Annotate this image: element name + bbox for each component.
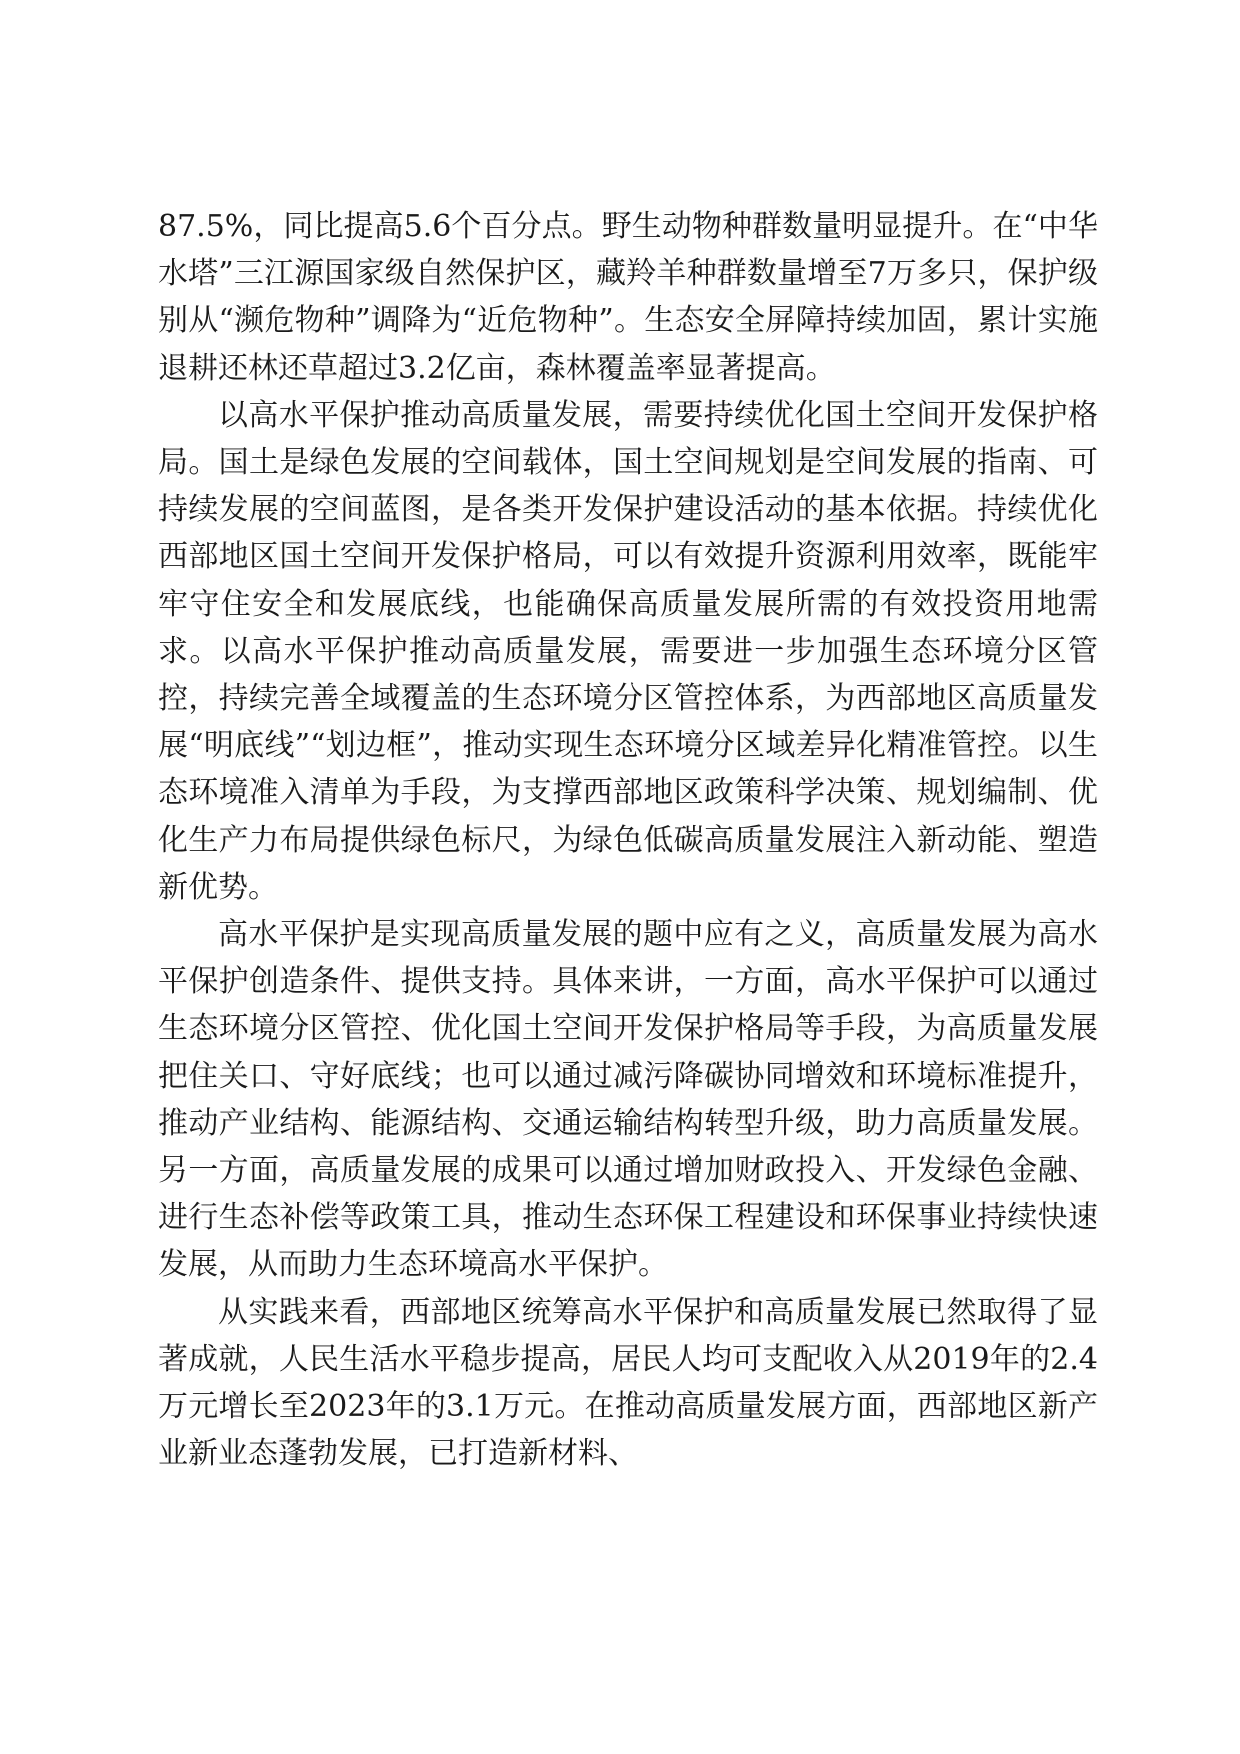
paragraph-4: 从实践来看，西部地区统筹高水平保护和高质量发展已然取得了显著成就，人民生活水平稳步提高，居民人均可支配收入从2019年的2.4万元增长至2023年的3.1万元。在推动高质量发展方面，西部地区新产业新业态蓬勃发展，已打造新材料、 <box>158 1294 1098 1472</box>
paragraph-1: 87.5%，同比提高5.6个百分点。野生动物种群数量明显提升。在“中华水塔”三江源国家级自然保护区，藏羚羊种群数量增至7万多只，保护级别从“濒危物种”调降为“近危物种”。生态安全屏障持续加固，累计实施退耕还林还草超过3.2亿亩，森林覆盖率显著提高。 <box>158 209 1098 386</box>
body-text <box>158 203 1098 1477</box>
paragraph-2: 以高水平保护推动高质量发展，需要持续优化国土空间开发保护格局。国土是绿色发展的空间载体，国土空间规划是空间发展的指南、可持续发展的空间蓝图，是各类开发保护建设活动的基本依据。持续优化西部地区国土空间开发保护格局，可以有效提升资源利用效率，既能牢牢守住安全和发展底线，也能确保高质量发展所需的有效投资用地需求。以高水平保护推动高质量发展，需要进一步加强生态环境分区管控，持续完善全域覆盖的生态环境分区管控体系，为西部地区高质量发展“明底线”“划边框”，推动实现生态环境分区域差异化精准管控。以生态环境准入清单为手段，为支撑西部地区政策科学决策、规划编制、优化生产力布局提供绿色标尺，为绿色低碳高质量发展注入新动能、塑造新优势。 <box>158 397 1098 905</box>
paragraph-3: 高水平保护是实现高质量发展的题中应有之义，高质量发展为高水平保护创造条件、提供支持。具体来讲，一方面，高水平保护可以通过生态环境分区管控、优化国土空间开发保护格局等手段，为高质量发展把住关口、守好底线；也可以通过减污降碳协同增效和环境标准提升，推动产业结构、能源结构、交通运输结构转型升级，助力高质量发展。另一方面，高质量发展的成果可以通过增加财政投入、开发绿色金融、进行生态补偿等政策工具，推动生态环保工程建设和环保事业持续快速发展，从而助力生态环境高水平保护。 <box>158 917 1098 1283</box>
